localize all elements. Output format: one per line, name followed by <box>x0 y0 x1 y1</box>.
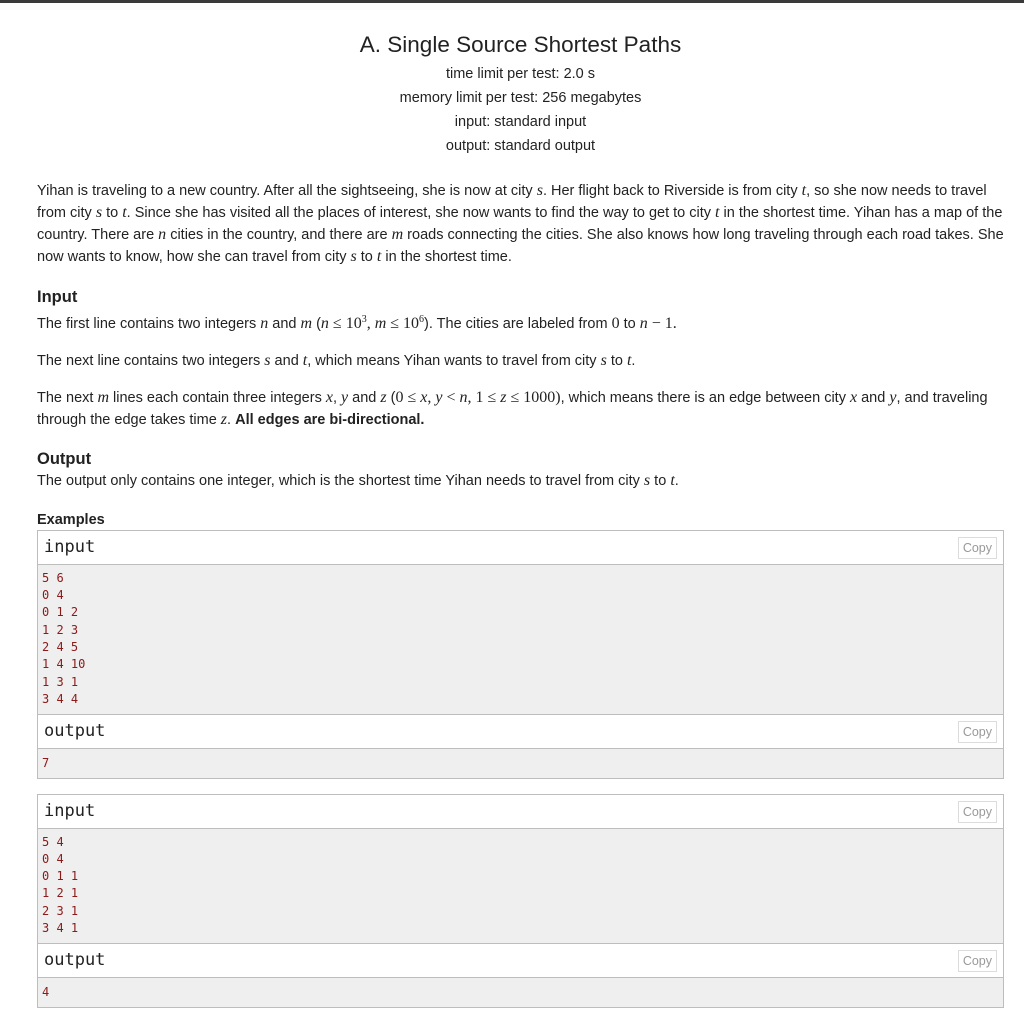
example-2-input: 5 4 0 4 0 1 1 1 2 1 2 3 1 3 4 1 <box>38 829 1003 945</box>
copy-button[interactable]: Copy <box>958 950 997 972</box>
output-title: Output <box>37 449 92 468</box>
output-section <box>37 448 1004 492</box>
problem-legend <box>37 180 1004 268</box>
copy-button[interactable]: Copy <box>958 801 997 823</box>
example-2-output: 4 <box>38 978 1003 1007</box>
output-label: output <box>44 721 106 742</box>
input-title: Input <box>37 288 78 306</box>
output-line-1: The output only contains one integer, which is the shortest time Yihan needs to travel from city s to t. <box>37 471 679 489</box>
input-line-3: The next m lines each contain three integers x, y and z (0 ≤ x, y < n, 1 ≤ z ≤ 1000), which means there is an edge between city x and y, and traveling through the edge takes time z. All edges are bi-directional. <box>37 388 988 428</box>
problem-header <box>37 0 1004 158</box>
legend-paragraph: Yihan is traveling to a new country. After all the sightseeing, she is now at city s. Her flight back to Riverside is from city t, so she now needs to travel from city s to t. Since she has visited all the places of interest, she now wants to find the way to get to city t in the shortest time. Yihan has a map of the country. There are n cities in the country, and there are m roads connecting the cities. She also knows how long traveling through each road takes. She now wants to know, how she can travel from city s to t in the shortest time. <box>37 182 1004 265</box>
problem-statement <box>37 0 1004 1008</box>
example-1-input: 5 6 0 4 0 1 2 1 2 3 2 4 5 1 4 10 1 3 1 3 4 4 <box>38 565 1003 715</box>
copy-button[interactable]: Copy <box>958 537 997 559</box>
copy-button[interactable]: Copy <box>958 721 997 743</box>
output-label: output <box>44 950 106 971</box>
input-source: input: standard input <box>454 114 587 130</box>
input-line-1: The first line contains two integers n and m ($n \le 10^3$, $m \le 10^6$). The cities are labeled from 0 to n − 1. <box>37 314 677 332</box>
examples-title: Examples <box>37 511 105 528</box>
problem-title: A. Single Source Shortest Paths <box>359 32 682 57</box>
example-2 <box>37 794 1004 1008</box>
bidirectional-note: All edges are bi-directional. <box>235 411 425 428</box>
example-1-output-header <box>38 715 1003 749</box>
memory-limit: memory limit per test: 256 megabytes <box>399 90 642 106</box>
input-section <box>37 286 1004 431</box>
time-limit: time limit per test: 2.0 s <box>445 66 596 82</box>
example-1-input-header <box>38 531 1003 565</box>
input-label: input <box>44 536 96 557</box>
input-line-2: The next line contains two integers s and t, which means Yihan wants to travel from city s to t. <box>37 351 636 369</box>
example-1-output: 7 <box>38 749 1003 778</box>
input-label: input <box>44 800 96 821</box>
problem-limits <box>37 62 1004 158</box>
output-source: output: standard output <box>445 138 596 154</box>
example-1 <box>37 530 1004 779</box>
example-2-output-header <box>38 944 1003 978</box>
example-2-input-header <box>38 795 1003 829</box>
bottom-divider <box>37 1007 1004 1008</box>
